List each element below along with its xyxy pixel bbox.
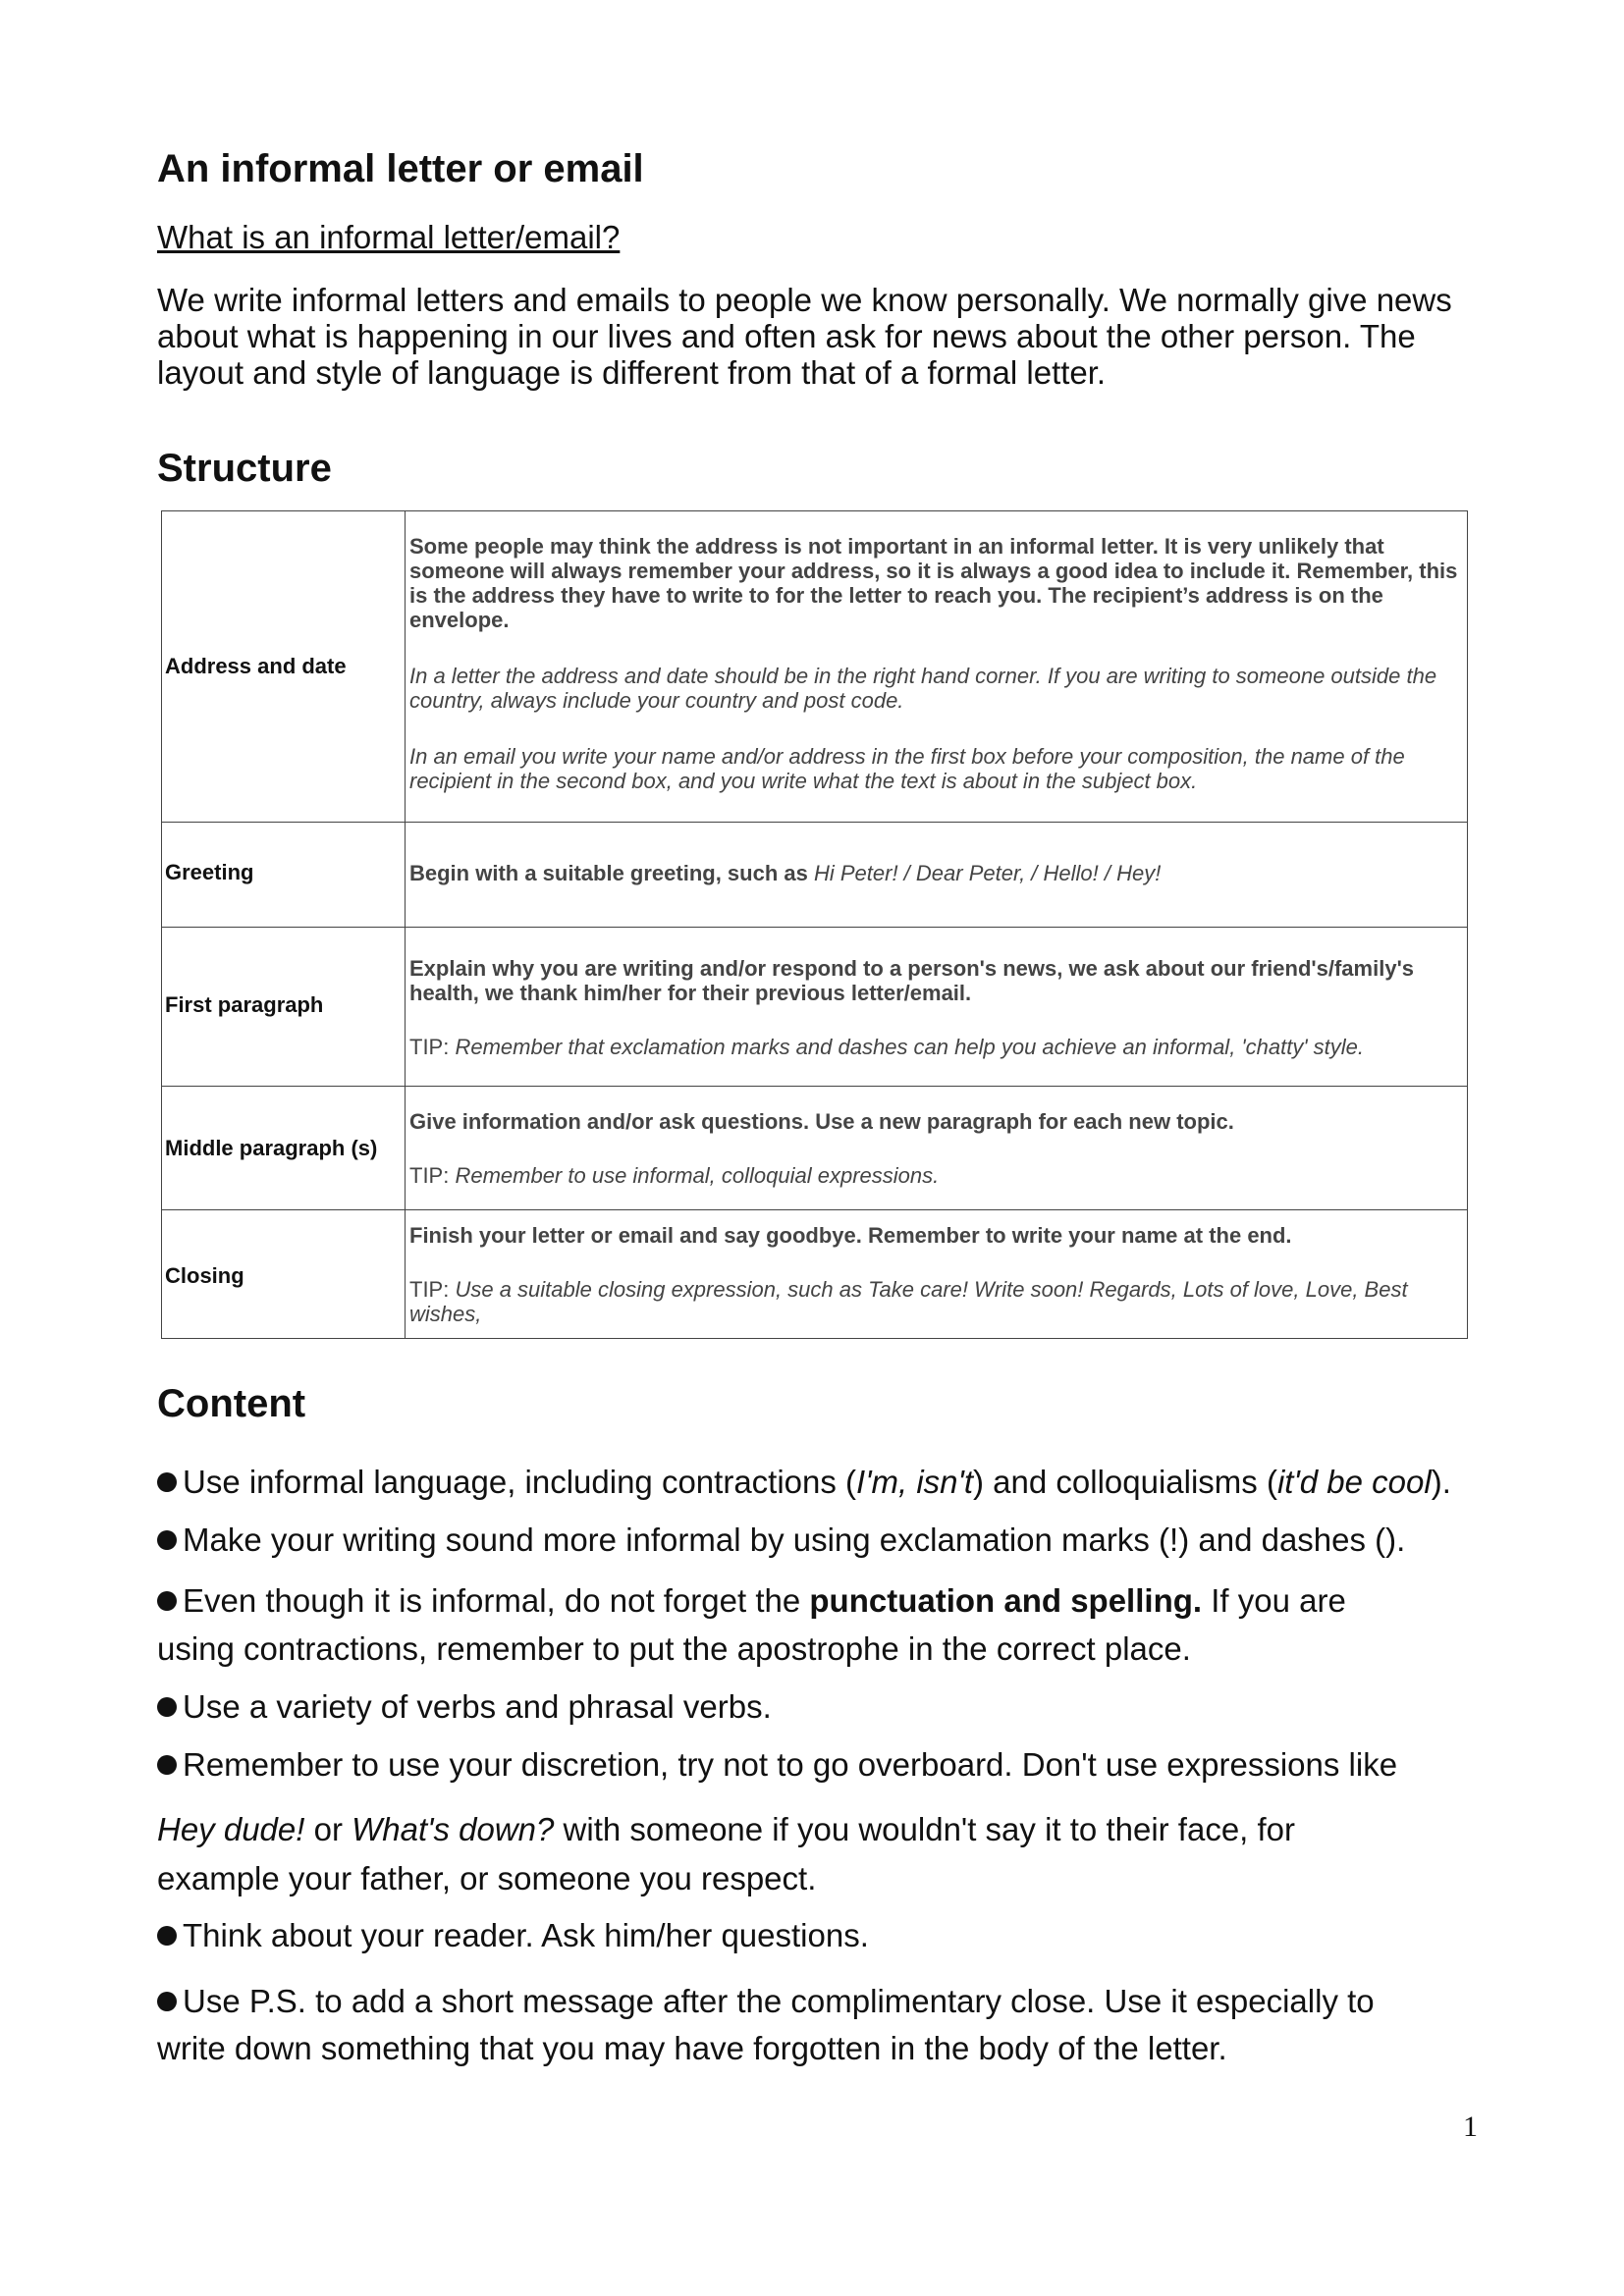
row-label-closing: Closing	[165, 1263, 244, 1288]
bullet-icon	[157, 1755, 177, 1775]
bullet-icon	[157, 1992, 177, 2011]
content-heading: Content	[157, 1382, 306, 1425]
table-divider	[405, 510, 406, 1338]
tip-text: Use a suitable closing expression, such as Take care! Write soon! Regards, Lots of love, Love, Best wishes,	[409, 1277, 1408, 1326]
bullet-icon	[157, 1926, 177, 1946]
structure-heading: Structure	[157, 447, 332, 490]
cell-paragraph: Give information and/or ask questions. Use a new paragraph for each new topic.	[409, 1109, 1234, 1134]
bullet-text: Remember to use your discretion, try not to go overboard. Don't use expressions like	[183, 1746, 1398, 1783]
cell-tip	[409, 1277, 1460, 1326]
bullet-text: or	[304, 1811, 352, 1847]
bullet-text: Use a variety of verbs and phrasal verbs.	[183, 1688, 772, 1725]
cell-paragraph: In a letter the address and date should be in the right hand corner. If you are writing to someone outside the country, always include your country and post code.	[409, 664, 1437, 713]
row-cell-closing	[409, 1223, 1460, 1348]
bullet-text: Use P.S. to add a short message after the complimentary close. Use it especially to	[183, 1983, 1375, 2019]
content-bullet	[157, 1740, 1532, 1789]
table-rule	[161, 510, 1468, 511]
bullet-text-italic: What's down?	[352, 1811, 555, 1847]
bullet-continuation: write down something that you may have forgotten in the body of the letter.	[157, 2030, 1227, 2066]
bullet-icon	[157, 1697, 177, 1717]
bullet-continuation	[157, 1805, 1532, 1854]
tip-prefix: TIP:	[409, 1277, 456, 1302]
table-rule	[161, 1086, 1468, 1087]
bullet-text: Even though it is informal, do not forget the	[183, 1582, 810, 1619]
row-cell-first-paragraph	[409, 956, 1460, 1081]
table-rule	[161, 822, 1468, 823]
row-cell-address-date	[409, 534, 1460, 815]
content-bullet	[157, 1911, 1532, 1960]
bullet-text-bold: punctuation and spelling.	[809, 1582, 1203, 1619]
page-title: An informal letter or email	[157, 147, 644, 190]
tip-prefix: TIP:	[409, 1163, 456, 1188]
row-label-first-paragraph: First paragraph	[165, 992, 324, 1017]
tip-prefix: TIP:	[409, 1035, 456, 1059]
tip-text: Remember to use informal, colloquial expressions.	[455, 1163, 940, 1188]
tip-text: Remember that exclamation marks and dashes can help you achieve an informal, 'chatty' style.	[455, 1035, 1364, 1059]
row-label-greeting: Greeting	[165, 860, 254, 884]
cell-text: Begin with a suitable greeting, such as	[409, 861, 814, 885]
table-rule	[161, 927, 1468, 928]
cell-paragraph: In an email you write your name and/or address in the first box before your composition, the name of the recipient in the second box, and you write what the text is about in the subject box.	[409, 744, 1405, 793]
bullet-text: If you are	[1202, 1582, 1346, 1619]
cell-text-italic: Hi Peter! / Dear Peter, / Hello! / Hey!	[813, 861, 1162, 885]
content-bullet	[157, 1458, 1532, 1507]
cell-paragraph: Some people may think the address is not important in an informal letter. It is very unlikely that someone will always remember your address, so it is always a good idea to include it. Remember, this is the address they have to write to for the letter to reach you. The recipient’s address is on the envelope.	[409, 534, 1458, 632]
row-cell-greeting	[409, 861, 1460, 885]
intro-paragraph: We write informal letters and emails to people we know personally. We normally give news about what is happening in our lives and often ask for news about the other person. The layout and style of language is different from that of a formal letter.	[157, 282, 1452, 391]
bullet-text: ).	[1431, 1464, 1451, 1500]
table-border-left	[161, 510, 162, 1338]
cell-paragraph: Explain why you are writing and/or respond to a person's news, we ask about our friend's/family's health, we thank him/her for their previous letter/email.	[409, 956, 1415, 1005]
bullet-text: Think about your reader. Ask him/her questions.	[183, 1917, 869, 1953]
bullet-text-italic: it'd be cool	[1276, 1464, 1432, 1500]
bullet-icon	[157, 1591, 177, 1611]
bullet-continuation: using contractions, remember to put the apostrophe in the correct place.	[157, 1630, 1191, 1667]
row-label-middle-paragraph: Middle paragraph (s)	[165, 1136, 378, 1160]
bullet-text: Make your writing sound more informal by using exclamation marks (!) and dashes ().	[183, 1522, 1406, 1558]
bullet-text: Use informal language, including contractions (	[183, 1464, 857, 1500]
bullet-text: with someone if you wouldn't say it to their face, for	[554, 1811, 1296, 1847]
bullet-text-italic: I'm, isn't	[856, 1464, 973, 1500]
row-cell-middle-paragraph	[409, 1109, 1460, 1209]
bullet-continuation: example your father, or someone you respect.	[157, 1860, 817, 1896]
cell-paragraph: Finish your letter or email and say goodbye. Remember to write your name at the end.	[409, 1223, 1292, 1248]
table-rule	[161, 1209, 1468, 1210]
content-bullet	[157, 1576, 1532, 1626]
content-bullet	[157, 1977, 1532, 2026]
bullet-text-italic: Hey dude!	[157, 1811, 305, 1847]
content-bullet	[157, 1516, 1532, 1565]
content-bullet	[157, 1682, 1532, 1732]
subheading: What is an informal letter/email?	[157, 219, 621, 255]
bullet-icon	[157, 1530, 177, 1550]
table-border-right	[1467, 510, 1468, 1338]
bullet-icon	[157, 1472, 177, 1492]
page-number: 1	[1463, 2110, 1478, 2143]
row-label-address-date: Address and date	[165, 654, 347, 678]
bullet-text: ) and colloquialisms (	[973, 1464, 1277, 1500]
cell-tip	[409, 1035, 1460, 1059]
cell-tip	[409, 1163, 1460, 1188]
